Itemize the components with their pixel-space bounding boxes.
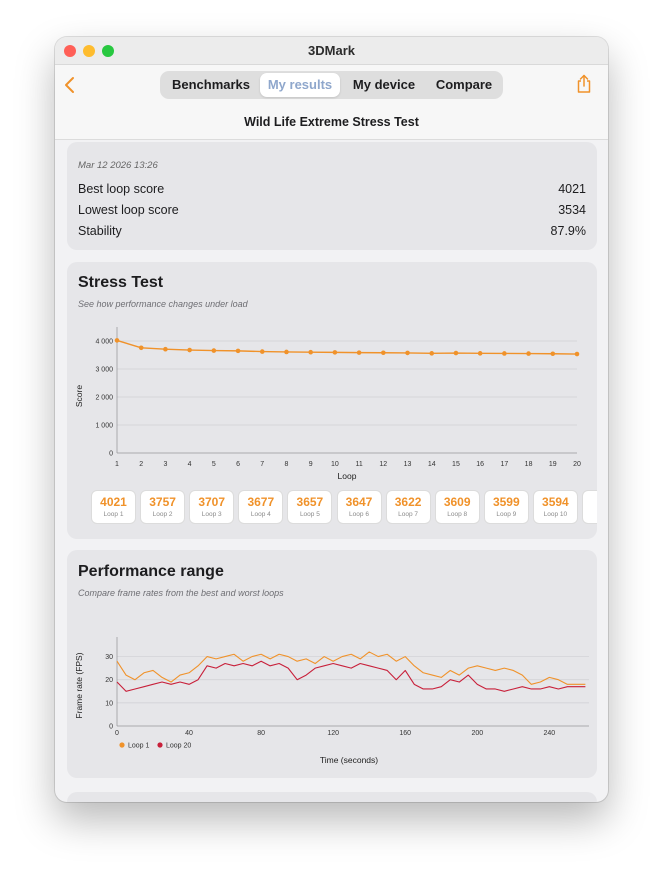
score-point [284, 350, 289, 355]
y-tick-label: 0 [109, 450, 113, 458]
lowest-loop-value: 3534 [558, 203, 586, 217]
loop-score-tile[interactable] [189, 490, 234, 524]
score-point [212, 348, 217, 353]
x-tick-label: 16 [476, 461, 485, 468]
x-tick-label: 12 [379, 461, 388, 468]
loop-number-label: Loop 5 [299, 511, 320, 518]
x-tick-label: 4 [187, 461, 192, 468]
legend-marker [119, 742, 124, 747]
loop-score-tile-partial[interactable] [582, 490, 597, 524]
summary-card [67, 142, 597, 250]
best-loop-label: Best loop score [78, 182, 165, 196]
y-tick-label: 30 [105, 654, 113, 662]
x-tick-label: 8 [284, 461, 289, 468]
loop-number-label: Loop 3 [201, 511, 222, 518]
loop-number-label: Loop 9 [496, 511, 517, 518]
loop-number-label: Loop 2 [152, 511, 173, 518]
loop-score-value: 4021 [100, 495, 127, 509]
navigation-bar [55, 65, 608, 140]
x-tick-label: 10 [330, 461, 339, 468]
score-point [115, 338, 120, 343]
page-title: Wild Life Extreme Stress Test [244, 115, 419, 129]
score-point [526, 351, 531, 356]
stability-value: 87.9% [550, 224, 586, 238]
window-title: 3DMark [308, 43, 355, 58]
loop-score-value: 3657 [296, 495, 324, 509]
x-tick-label: 5 [211, 461, 216, 468]
stress-test-subtitle: See how performance changes under load [78, 299, 248, 309]
y-tick-label: 4 000 [95, 338, 113, 346]
x-tick-label: 2 [139, 461, 144, 468]
loop-score-tile[interactable] [337, 490, 382, 524]
best-loop-value: 4021 [558, 182, 586, 196]
loop-score-tile[interactable] [533, 490, 578, 524]
loop-score-tile[interactable] [386, 490, 431, 524]
x-tick-label: 13 [403, 461, 412, 468]
score-point [381, 350, 386, 355]
tab-bar [160, 71, 503, 99]
loop-number-label: Loop 4 [250, 511, 271, 518]
stress-test-chart [67, 262, 597, 487]
legend-marker [157, 742, 162, 747]
next-card [67, 792, 597, 802]
x-tick-label: 15 [452, 461, 460, 468]
x-tick-label: 40 [185, 730, 193, 737]
loop-score-tile[interactable] [484, 490, 529, 524]
score-point [454, 351, 459, 356]
loop-score-tile[interactable] [91, 490, 136, 524]
loop-number-label: Loop 6 [349, 511, 369, 518]
y-axis-title: Score [74, 384, 84, 408]
y-tick-label: 20 [105, 677, 113, 685]
x-tick-label: 19 [548, 461, 557, 468]
score-point [333, 350, 338, 355]
loop-score-value: 3594 [542, 495, 569, 509]
y-tick-label: 1 000 [95, 422, 113, 430]
loop-score-value: 3609 [443, 495, 471, 509]
legend-label: Loop 1 [128, 742, 150, 750]
tab-my-device[interactable]: My device [352, 77, 416, 92]
score-point [236, 349, 241, 354]
x-axis-title: Loop [337, 471, 357, 481]
score-point [139, 346, 144, 351]
lowest-loop-label: Lowest loop score [78, 203, 179, 217]
app-window [55, 37, 608, 802]
performance-range-chart [67, 550, 597, 778]
y-tick-label: 2 000 [95, 394, 113, 402]
x-tick-label: 120 [327, 730, 340, 737]
score-point [260, 349, 265, 354]
tab-benchmarks[interactable]: Benchmarks [171, 77, 251, 92]
score-point [405, 351, 410, 356]
loop-score-strip[interactable] [91, 490, 597, 532]
score-line [117, 340, 577, 354]
result-date: Mar 12 2026 13:26 [78, 160, 158, 171]
x-tick-label: 9 [308, 461, 313, 468]
tab-my-results[interactable]: My results [260, 73, 340, 97]
loop-score-tile[interactable] [435, 490, 480, 524]
loop-score-tile[interactable] [140, 490, 185, 524]
x-tick-label: 160 [399, 730, 412, 737]
stress-test-title: Stress Test [78, 274, 164, 291]
x-tick-label: 3 [163, 461, 168, 468]
x-tick-label: 20 [573, 461, 581, 468]
loop-number-label: Loop 7 [398, 511, 419, 518]
loop-score-value: 3647 [345, 495, 373, 509]
loop-score-value: 3622 [394, 495, 422, 509]
x-tick-label: 1 [115, 461, 119, 468]
loop-score-value: 3677 [247, 495, 275, 509]
legend-label: Loop 20 [166, 742, 192, 750]
score-point [163, 347, 168, 352]
y-axis-title: Frame rate (FPS) [74, 652, 84, 719]
x-tick-label: 17 [500, 461, 509, 468]
score-point [478, 351, 483, 356]
score-point [550, 351, 555, 356]
performance-range-title: Performance range [78, 563, 224, 580]
loop-score-value: 3757 [149, 495, 176, 509]
loop-score-tile[interactable] [238, 490, 283, 524]
loop-20-line [117, 661, 585, 691]
title-bar [55, 37, 608, 65]
x-tick-label: 0 [115, 730, 119, 737]
loop-score-value: 3707 [198, 495, 226, 509]
loop-score-tile[interactable] [287, 490, 332, 524]
score-point [429, 351, 434, 356]
x-tick-label: 11 [355, 461, 363, 468]
loop-number-label: Loop 10 [543, 511, 568, 518]
tab-compare[interactable]: Compare [435, 77, 493, 92]
score-point [575, 352, 580, 357]
loop-number-label: Loop 8 [447, 511, 468, 518]
x-tick-label: 7 [260, 461, 265, 468]
x-tick-label: 80 [257, 730, 266, 737]
x-axis-title: Time (seconds) [319, 755, 379, 765]
share-icon[interactable] [576, 74, 592, 94]
y-tick-label: 3 000 [95, 366, 113, 374]
loop-number-label: Loop 1 [103, 511, 124, 518]
performance-range-card [67, 550, 597, 778]
x-tick-label: 240 [543, 730, 556, 737]
performance-range-subtitle: Compare frame rates from the best and worst loops [78, 588, 284, 598]
stress-test-card [67, 262, 597, 539]
x-tick-label: 6 [236, 461, 241, 468]
x-tick-label: 200 [471, 730, 484, 737]
score-point [187, 348, 192, 353]
x-tick-label: 18 [524, 461, 533, 468]
score-point [357, 350, 362, 355]
y-tick-label: 0 [109, 723, 113, 731]
score-point [502, 351, 507, 356]
score-point [308, 350, 313, 355]
stability-label: Stability [78, 224, 122, 238]
x-tick-label: 14 [427, 461, 436, 468]
chevron-left-icon[interactable] [63, 75, 77, 95]
loop-score-value: 3599 [492, 495, 520, 509]
y-tick-label: 10 [105, 700, 113, 708]
